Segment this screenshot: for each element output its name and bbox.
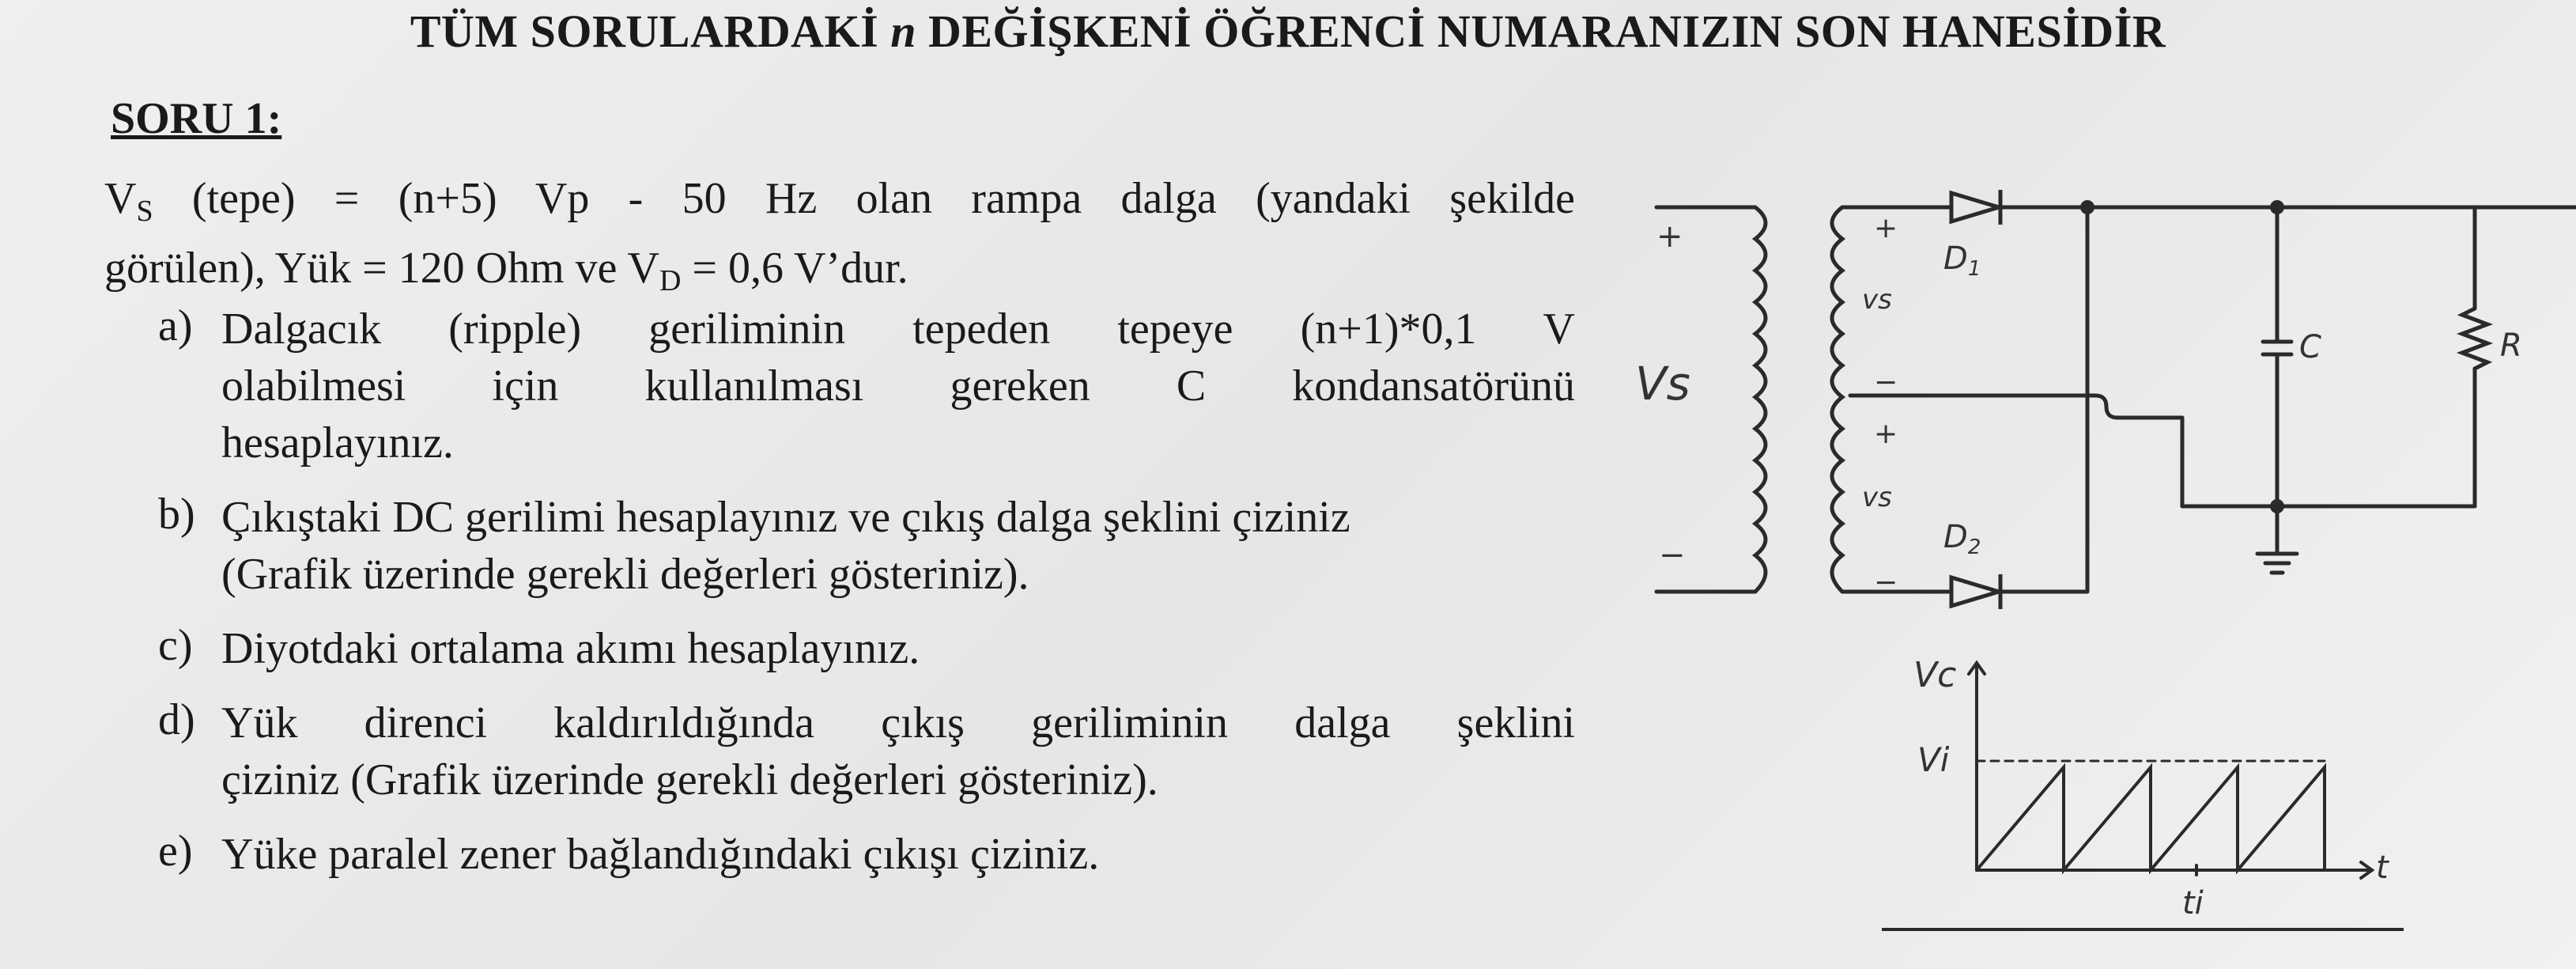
item-line: çiziniz (Grafik üzerinde gerekli değerleri gösteriniz). bbox=[221, 755, 1158, 804]
secondary-coil bbox=[1832, 207, 1842, 592]
d2-sub: 2 bbox=[1967, 536, 1981, 559]
question-intro bbox=[104, 170, 1575, 309]
primary-label: Vs bbox=[1635, 357, 1690, 411]
item-letter: c) bbox=[158, 621, 193, 670]
item-line: Çıkıştaki DC gerilimi hesaplayınız ve çıkış dalga şeklini çiziniz bbox=[221, 493, 1350, 542]
intro-line-1-rest: (tepe) = (n+5) Vp - 50 Hz olan rampa dalga (yandaki şekilde bbox=[153, 174, 1575, 223]
primary-minus: − bbox=[1659, 537, 1686, 573]
d1-letter: D bbox=[1943, 240, 1968, 277]
item-body bbox=[221, 620, 1575, 677]
item-d bbox=[158, 695, 1575, 808]
sec-top-plus: + bbox=[1874, 212, 1898, 244]
diode-d2-icon bbox=[1951, 574, 2000, 609]
junction-dot bbox=[2270, 200, 2284, 214]
d1-label bbox=[1943, 240, 1981, 281]
y-label-text: Vc bbox=[1913, 655, 1957, 695]
item-c bbox=[158, 620, 1575, 677]
item-letter: a) bbox=[158, 301, 193, 350]
resistor-zigzag bbox=[2462, 308, 2487, 369]
graph-peak-label: Vi bbox=[1917, 740, 1950, 779]
wire-crossover bbox=[2095, 396, 2117, 418]
item-line: (Grafik üzerinde gerekli değerleri gösteriniz). bbox=[221, 550, 1029, 599]
header-variable: n bbox=[890, 6, 916, 57]
sec-bottom-minus: − bbox=[1874, 566, 1898, 599]
graph-y-label bbox=[1913, 655, 1956, 695]
header-text-post: DEĞİŞKENİ ÖĞRENCİ NUMARANIZIN SON HANESİDİR bbox=[916, 6, 2166, 57]
sawtooth-graph bbox=[1882, 641, 2419, 941]
intro-line-2-b: = 0,6 V’dur. bbox=[681, 244, 908, 293]
intro-sub-d: D bbox=[659, 264, 682, 297]
item-e bbox=[158, 826, 1575, 883]
item-body bbox=[221, 826, 1575, 883]
item-line: Dalgacık (ripple) geriliminin tepeden tepeye (n+1)*0,1 V bbox=[221, 305, 1575, 354]
item-letter: e) bbox=[158, 827, 193, 876]
graph-t-label: t bbox=[2376, 850, 2389, 886]
item-line: olabilmesi için kullanılması gereken C kondansatörünü bbox=[221, 361, 1575, 411]
item-body bbox=[221, 301, 1575, 471]
header-text-pre: TÜM SORULARDAKİ bbox=[410, 6, 891, 57]
item-body bbox=[221, 695, 1575, 808]
item-b bbox=[158, 489, 1575, 603]
sec-bottom-label: vs bbox=[1862, 482, 1892, 513]
item-body bbox=[221, 489, 1575, 603]
page-header bbox=[0, 5, 2576, 58]
sec-bottom-plus: + bbox=[1874, 418, 1898, 450]
intro-line-2 bbox=[104, 240, 1575, 309]
intro-v: V bbox=[104, 174, 137, 223]
junction-dot bbox=[2270, 499, 2284, 513]
intro-line-2-a: görülen), Yük = 120 Ohm ve V bbox=[104, 244, 659, 293]
item-a bbox=[158, 301, 1575, 471]
primary-plus: + bbox=[1656, 218, 1683, 255]
d2-letter: D bbox=[1943, 519, 1968, 555]
sec-top-label: vs bbox=[1862, 284, 1892, 316]
item-line: hesaplayınız. bbox=[221, 418, 454, 467]
question-items bbox=[158, 301, 1575, 900]
item-line: Yüke paralel zener bağlandığındaki çıkışı çiziniz. bbox=[221, 830, 1100, 879]
item-letter: b) bbox=[158, 490, 195, 539]
resistor-label: R bbox=[2500, 327, 2522, 364]
item-line: Diyotdaki ortalama akımı hesaplayınız. bbox=[221, 624, 920, 673]
graph-ti-label: ti bbox=[2182, 885, 2204, 922]
diode-d1-icon bbox=[1951, 190, 2000, 225]
d2-label bbox=[1943, 519, 1981, 559]
sawtooth-series bbox=[1977, 767, 2342, 870]
item-line: Yük direnci kaldırıldığında çıkış geriliminin dalga şeklini bbox=[221, 698, 1575, 748]
intro-line-1 bbox=[104, 170, 1575, 240]
item-letter: d) bbox=[158, 695, 195, 744]
junction-dot bbox=[2080, 200, 2094, 214]
intro-sub-s: S bbox=[136, 195, 153, 228]
sec-top-minus: − bbox=[1874, 366, 1898, 399]
primary-coil bbox=[1755, 207, 1766, 592]
d1-sub: 1 bbox=[1967, 257, 1981, 281]
question-label: SORU 1: bbox=[111, 94, 282, 143]
capacitor-label: C bbox=[2299, 329, 2321, 365]
rectifier-circuit-diagram bbox=[1613, 158, 2576, 633]
